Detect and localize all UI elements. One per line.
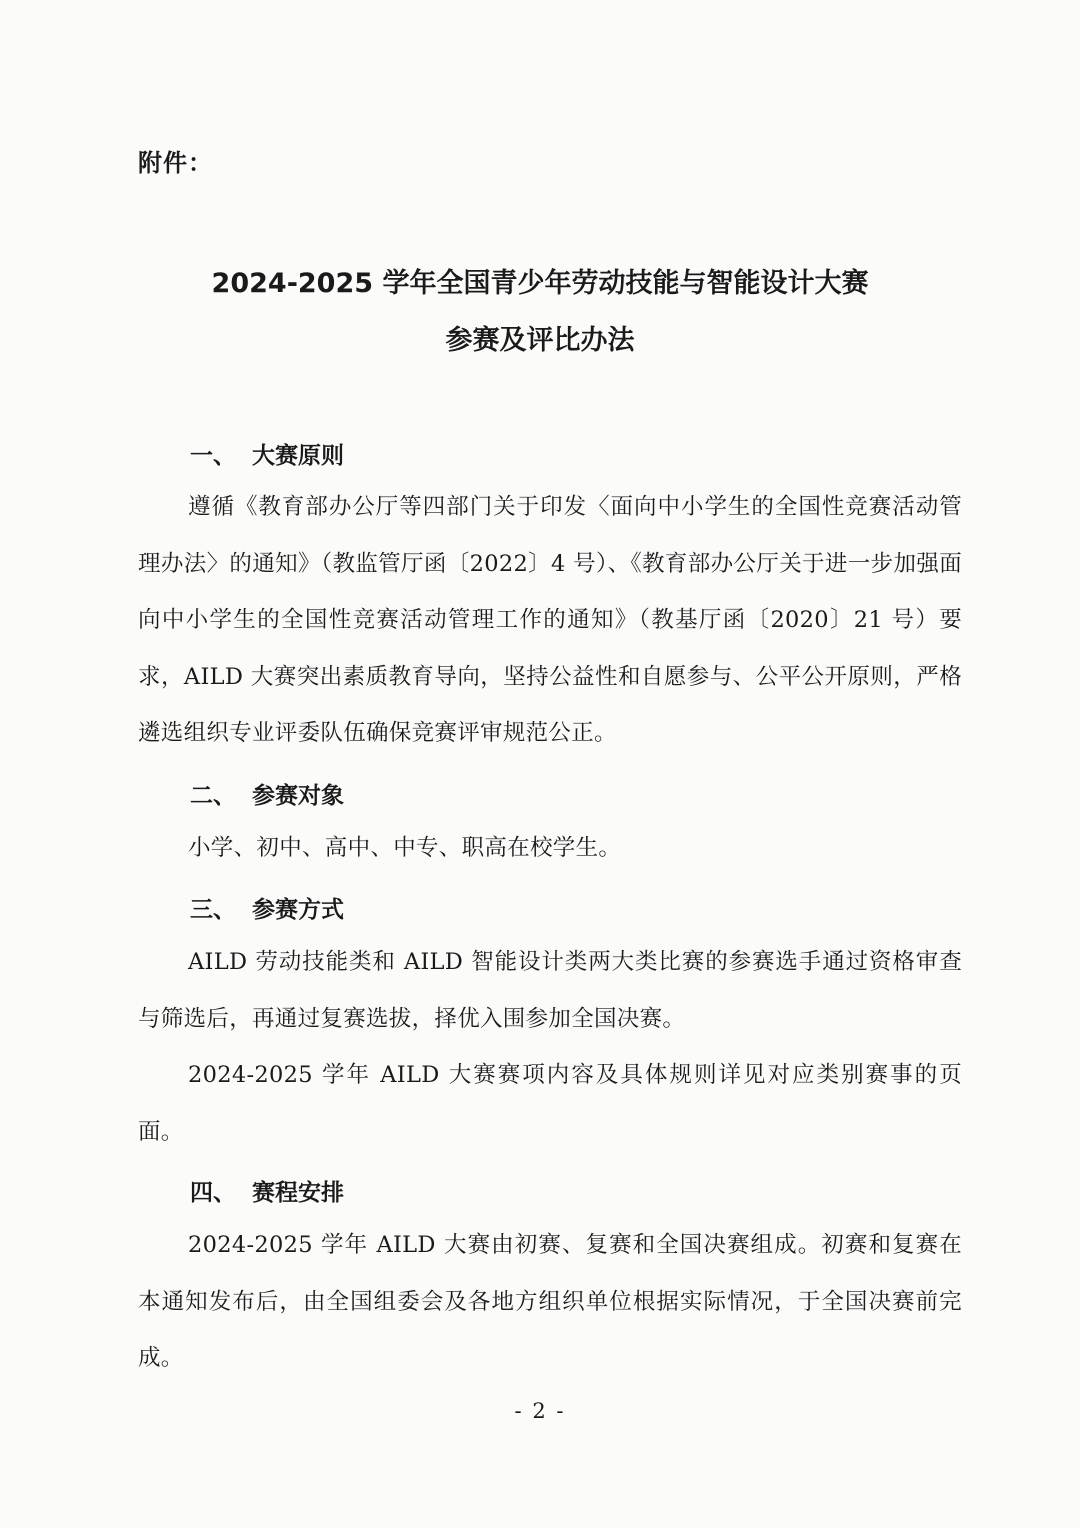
document-title: 2024-2025 学年全国青少年劳动技能与智能设计大赛: [211, 268, 869, 299]
paragraph: AILD 劳动技能类和 AILD 智能设计类两大类比赛的参赛选手通过资格审查与筛选后，再通过复赛选拔，择优入围参加全国决赛。: [138, 949, 962, 1032]
section-number: 四、: [190, 1180, 236, 1206]
section-heading: [190, 777, 344, 810]
section-number: 三、: [190, 897, 236, 923]
section-heading: [190, 437, 344, 470]
section-number: 二、: [190, 783, 236, 809]
paragraph: 2024-2025 学年 AILD 大赛赛项内容及具体规则详见对应类别赛事的页面。: [138, 1062, 962, 1145]
paragraph: 2024-2025 学年 AILD 大赛由初赛、复赛和全国决赛组成。初赛和复赛在本通知发布后，由全国组委会及各地方组织单位根据实际情况，于全国决赛前完成。: [138, 1232, 962, 1371]
section-title: 大赛原则: [252, 443, 344, 469]
paragraph: 遵循《教育部办公厅等四部门关于印发〈面向中小学生的全国性竞赛活动管理办法〉的通知》（教监管厅函〔2022〕4 号）、《教育部办公厅关于进一步加强面向中小学生的全国性竞赛活动管理工作的通知》（教基厅函〔2020〕21 号）要求，AILD 大赛突出素质教育导向，坚持公益性和自愿参与、公平公开原则，严格遴选组织专业评委队伍确保竞赛评审规范公正。: [138, 494, 962, 746]
page-number: - 2 -: [514, 1399, 566, 1423]
paragraph: 小学、初中、高中、中专、职高在校学生。: [188, 835, 622, 861]
section-title: 参赛对象: [252, 783, 344, 809]
section-heading: [190, 1174, 344, 1207]
section-heading: [190, 891, 344, 924]
document-subtitle: 参赛及评比办法: [445, 325, 635, 356]
section-number: 一、: [190, 443, 236, 469]
section-title: 赛程安排: [252, 1180, 344, 1206]
section-title: 参赛方式: [252, 897, 344, 923]
attachment-label: 附件：: [138, 149, 213, 177]
